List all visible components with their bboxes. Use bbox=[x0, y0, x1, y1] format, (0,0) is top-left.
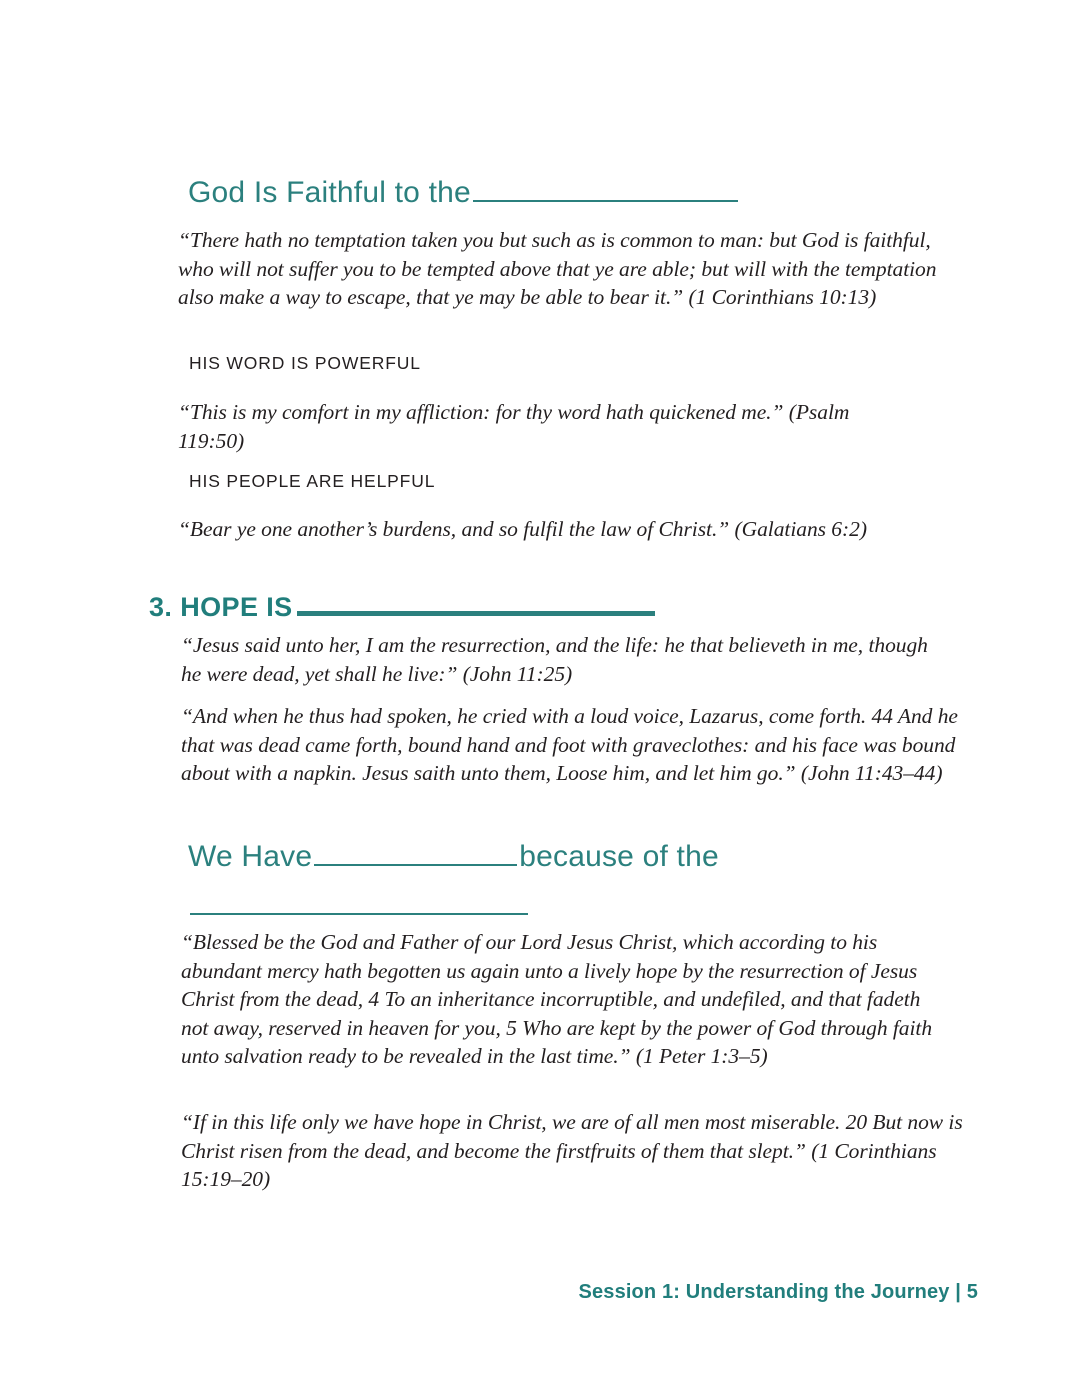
page-footer: Session 1: Understanding the Journey | 5 bbox=[578, 1281, 978, 1303]
heading-3-hope-is-number: 3. bbox=[149, 591, 173, 622]
heading-3-hope-is-text: HOPE IS bbox=[180, 591, 293, 622]
heading-we-have-because-of-the bbox=[188, 833, 978, 930]
subheading-his-people-are-helpful: HIS PEOPLE ARE HELPFUL bbox=[189, 471, 436, 491]
heading-3-hope-is bbox=[149, 588, 659, 623]
fill-in-blank-line-faithful[interactable] bbox=[473, 170, 738, 202]
heading-god-is-faithful bbox=[188, 170, 740, 211]
scripture-1-corinthians-15-19-20: “If in this life only we have hope in Christ, we are of all men most miserable. 20 But now is Christ risen from the dead, and become the firstfruits of them that slept.” (1 Corinthians 15:19–20) bbox=[181, 1110, 963, 1191]
scripture-psalm-119-50: “This is my comfort in my affliction: for thy word hath quickened me.” (Psalm 119:50) bbox=[178, 400, 850, 453]
fill-in-blank-line-hope[interactable] bbox=[297, 588, 655, 616]
scripture-john-11-43-44: “And when he thus had spoken, he cried with a loud voice, Lazarus, come forth. 44 And he that was dead came forth, bound hand and foot with graveclothes: and his face was bound about with a napkin. Jesus saith unto them, Loose him, and let him go.” (John 11:43–44) bbox=[181, 704, 958, 785]
scripture-galatians-6-2: “Bear ye one another’s burdens, and so fulfil the law of Christ.” (Galatians 6:2) bbox=[178, 517, 867, 541]
heading-we-have-part-2: because of the bbox=[519, 840, 719, 873]
scripture-1-corinthians-10-13: “There hath no temptation taken you but such as is common to man: but God is faithful, who will not suffer you to be tempted above that ye are able; but will with the temptation also make a way to escape, that ye may be able to bear it.” (1 Corinthians 10:13) bbox=[178, 228, 937, 309]
heading-god-is-faithful-text: God Is Faithful to the bbox=[188, 176, 471, 209]
heading-we-have-part-1: We Have bbox=[188, 840, 313, 873]
fill-in-blank-line-we-have-2[interactable] bbox=[190, 883, 528, 915]
scripture-john-11-25: “Jesus said unto her, I am the resurrection, and the life: he that believeth in me, though he were dead, yet shall he live:” (John 11:25) bbox=[181, 633, 928, 686]
subheading-his-word-is-powerful: HIS WORD IS POWERFUL bbox=[189, 353, 421, 373]
scripture-1-peter-1-3-5: “Blessed be the God and Father of our Lord Jesus Christ, which according to his abundant mercy hath begotten us again unto a lively hope by the resurrection of Jesus Christ from the dead, 4 To an inheritance incorruptible, and undefiled, and that fadeth not away, reserved in heaven for you, 5 Who are kept by the power of God through faith unto salvation ready to be revealed in the last time.” (1 Peter 1:3–5) bbox=[181, 930, 933, 1068]
fill-in-blank-line-we-have-1[interactable] bbox=[314, 834, 517, 866]
